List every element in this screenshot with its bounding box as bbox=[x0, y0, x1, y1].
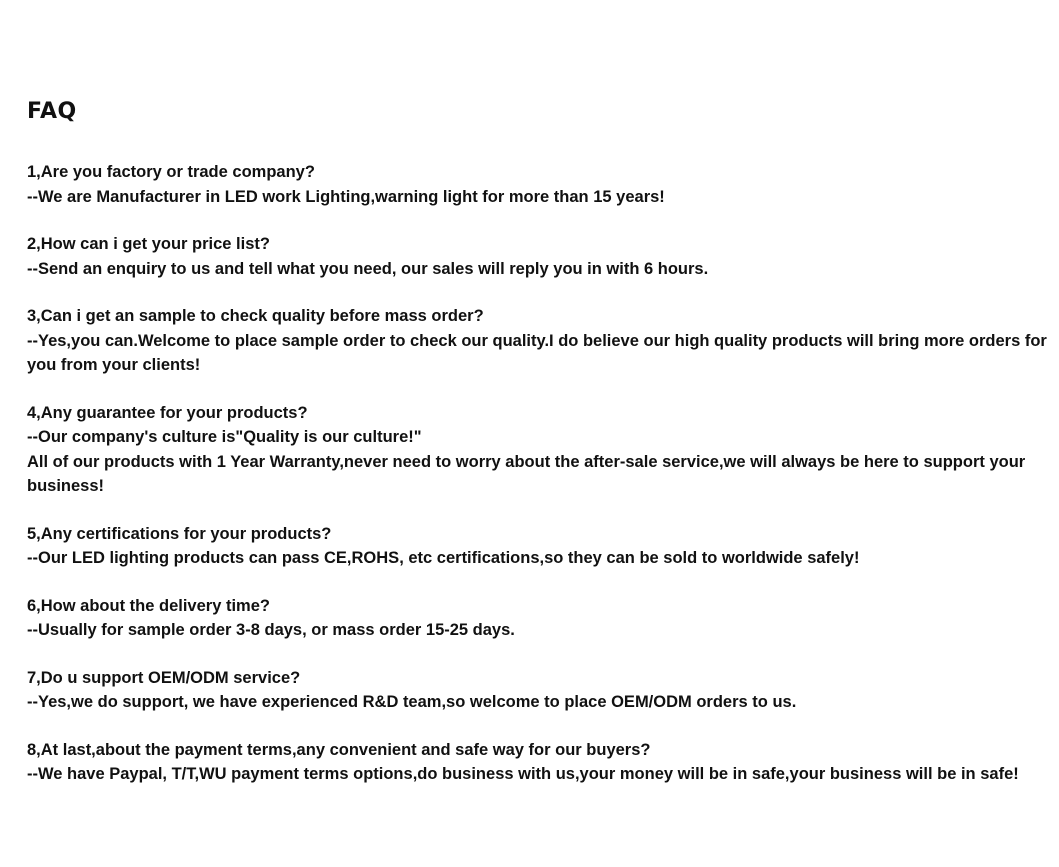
faq-item-1 bbox=[27, 160, 1059, 209]
faq-question: 7,Do u support OEM/ODM service? bbox=[27, 668, 301, 687]
faq-answer: --Yes,you can.Welcome to place sample order to check our quality.I do believe our high quality products will bring more orders for you from your clients! bbox=[27, 331, 1047, 374]
faq-answer: --Usually for sample order 3-8 days, or mass order 15-25 days. bbox=[27, 621, 515, 639]
faq-answer: --Our LED lighting products can pass CE,ROHS, etc certifications,so they can be sold to worldwide safely! bbox=[27, 549, 860, 567]
faq-answer: --Yes,we do support, we have experienced R&D team,so welcome to place OEM/ODM orders to us. bbox=[27, 693, 797, 711]
faq-answer: --Send an enquiry to us and tell what you need, our sales will reply you in with 6 hours. bbox=[27, 259, 709, 278]
faq-item-2 bbox=[27, 232, 1059, 281]
page-title: FAQ bbox=[27, 99, 77, 124]
faq-item-3 bbox=[27, 304, 1059, 378]
faq-item-7 bbox=[27, 666, 1059, 715]
faq-answer-extra: All of our products with 1 Year Warranty,never need to worry about the after-sale service,we will always be here to support your business! bbox=[27, 452, 1026, 495]
faq-question: 3,Can i get an sample to check quality before mass order? bbox=[27, 307, 484, 325]
faq-question: 4,Any guarantee for your products? bbox=[27, 403, 308, 422]
faq-question: 8,At last,about the payment terms,any convenient and safe way for our buyers? bbox=[27, 740, 651, 759]
faq-item-6 bbox=[27, 594, 1059, 643]
faq-item-5 bbox=[27, 522, 1059, 571]
faq-answer: --We are Manufacturer in LED work Lighting,warning light for more than 15 years! bbox=[27, 187, 665, 206]
faq-question: 2,How can i get your price list? bbox=[27, 235, 270, 253]
faq-item-8 bbox=[27, 738, 1059, 787]
faq-question: 1,Are you factory or trade company? bbox=[27, 163, 315, 181]
faq-question: 6,How about the delivery time? bbox=[27, 596, 270, 615]
faq-answer: --We have Paypal, T/T,WU payment terms options,do business with us,your money will be in safe,your business will be in safe! bbox=[27, 765, 1019, 783]
faq-question: 5,Any certifications for your products? bbox=[27, 524, 332, 543]
faq-answer: --Our company's culture is"Quality is our culture!" bbox=[27, 428, 422, 446]
faq-item-4 bbox=[27, 401, 1059, 499]
faq-list bbox=[27, 160, 1059, 810]
